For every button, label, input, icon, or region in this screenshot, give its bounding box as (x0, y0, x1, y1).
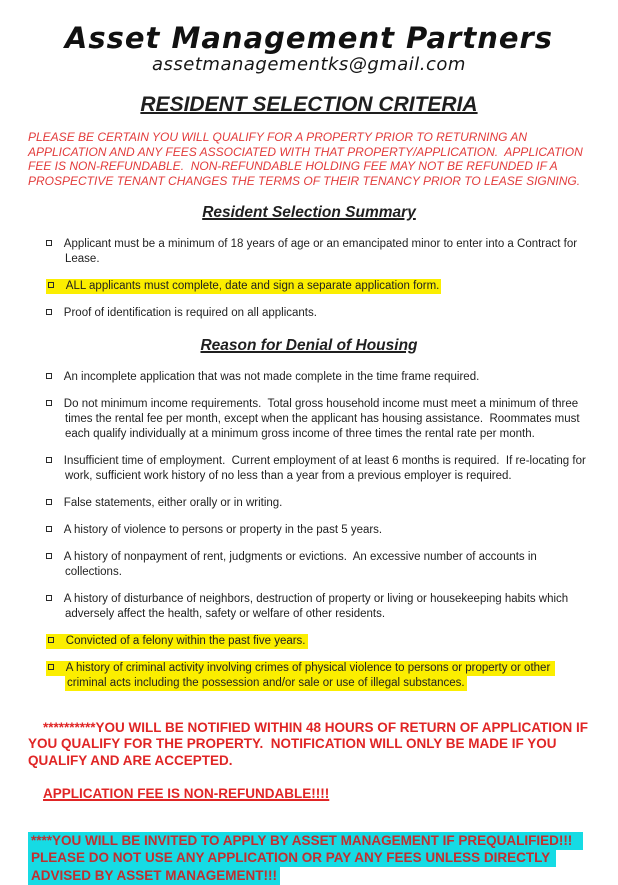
bullet-square-icon (46, 499, 52, 505)
list-item: False statements, either orally or in writing. (28, 496, 590, 511)
bullet-square-icon (48, 637, 54, 643)
bullet-square-icon (46, 240, 52, 246)
list-item: A history of nonpayment of rent, judgments or evictions. An excessive number of accounts in collections. (28, 550, 590, 580)
notification-notice (28, 703, 590, 819)
bullet-square-icon (46, 309, 52, 315)
qualification-disclaimer: PLEASE BE CERTAIN YOU WILL QUALIFY FOR A PROPERTY PRIOR TO RETURNING AN APPLICATION AND ANY FEES ASSOCIATED WITH THAT PROPERTY/APPLICATION. APPLICATION FEE IS NON-REFUNDABLE. NON-REFUNDABLE HOLDING FEE MAY NOT BE REFUNDED IF A PROSPECTIVE TENANT CHANGES THE TERMS OF THEIR TENANCY PRIOR TO LEASE SIGNING. (28, 130, 587, 188)
bullet-square-icon (46, 595, 52, 601)
list-item-highlighted: A history of criminal activity involving crimes of physical violence to persons or property or other criminal acts including the possession and/or sale or use of illegal substances. (28, 661, 590, 691)
summary-list (28, 237, 590, 321)
invite-notice (28, 832, 590, 885)
section-heading-summary: Resident Selection Summary (202, 204, 416, 221)
bullet-square-icon (46, 526, 52, 532)
list-item: Applicant must be a minimum of 18 years of age or an emancipated minor to enter into a Contract for Lease. (28, 237, 590, 267)
bullet-square-icon (46, 553, 52, 559)
list-item-highlighted: ALL applicants must complete, date and sign a separate application form. (28, 279, 590, 294)
bullet-square-icon (46, 373, 52, 379)
list-item-highlighted: Convicted of a felony within the past five years. (28, 634, 590, 649)
list-item: Insufficient time of employment. Current employment of at least 6 months is required. If re-locating for work, sufficient work history of no less than a year from a previous employer is required. (28, 454, 590, 484)
fee-nonrefundable-emphasis: APPLICATION FEE IS NON-REFUNDABLE!!!! (43, 785, 330, 801)
list-item: A history of violence to persons or property in the past 5 years. (28, 523, 590, 538)
bullet-square-icon (48, 282, 54, 288)
invite-notice-body: ****YOU WILL BE INVITED TO APPLY BY ASSET MANAGEMENT IF PREQUALIFIED!!! PLEASE DO NOT USE ANY APPLICATION OR PAY ANY FEES UNLESS DIRECTLY ADVISED BY ASSET MANAGEMENT!!! (28, 832, 583, 885)
list-item: Proof of identification is required on all applicants. (28, 306, 590, 321)
company-name: Asset Management Partners (64, 21, 554, 55)
list-item: Do not minimum income requirements. Total gross household income must meet a minimum of three times the rental fee per month, except when the applicant has housing assistance. Roommates must each qualify individually at a minimum gross income of three times the rental rate per month. (28, 397, 590, 442)
list-item: A history of disturbance of neighbors, destruction of property or living or housekeeping habits which adversely affect the health, safety or welfare of other residents. (28, 592, 590, 622)
bullet-square-icon (46, 400, 52, 406)
list-item: An incomplete application that was not made complete in the time frame required. (28, 370, 590, 385)
company-email: assetmanagementks@gmail.com (152, 54, 466, 75)
bullet-square-icon (46, 457, 52, 463)
section-heading-denial: Reason for Denial of Housing (200, 337, 418, 354)
denial-list (28, 370, 590, 691)
notification-notice-body: **********YOU WILL BE NOTIFIED WITHIN 48 HOURS OF RETURN OF APPLICATION IF YOU QUALIFY FOR THE PROPERTY. NOTIFICATION WILL ONLY BE MADE IF YOU QUALIFY AND ARE ACCEPTED. (28, 719, 592, 768)
bullet-square-icon (48, 664, 54, 670)
document-title: RESIDENT SELECTION CRITERIA (140, 93, 478, 116)
